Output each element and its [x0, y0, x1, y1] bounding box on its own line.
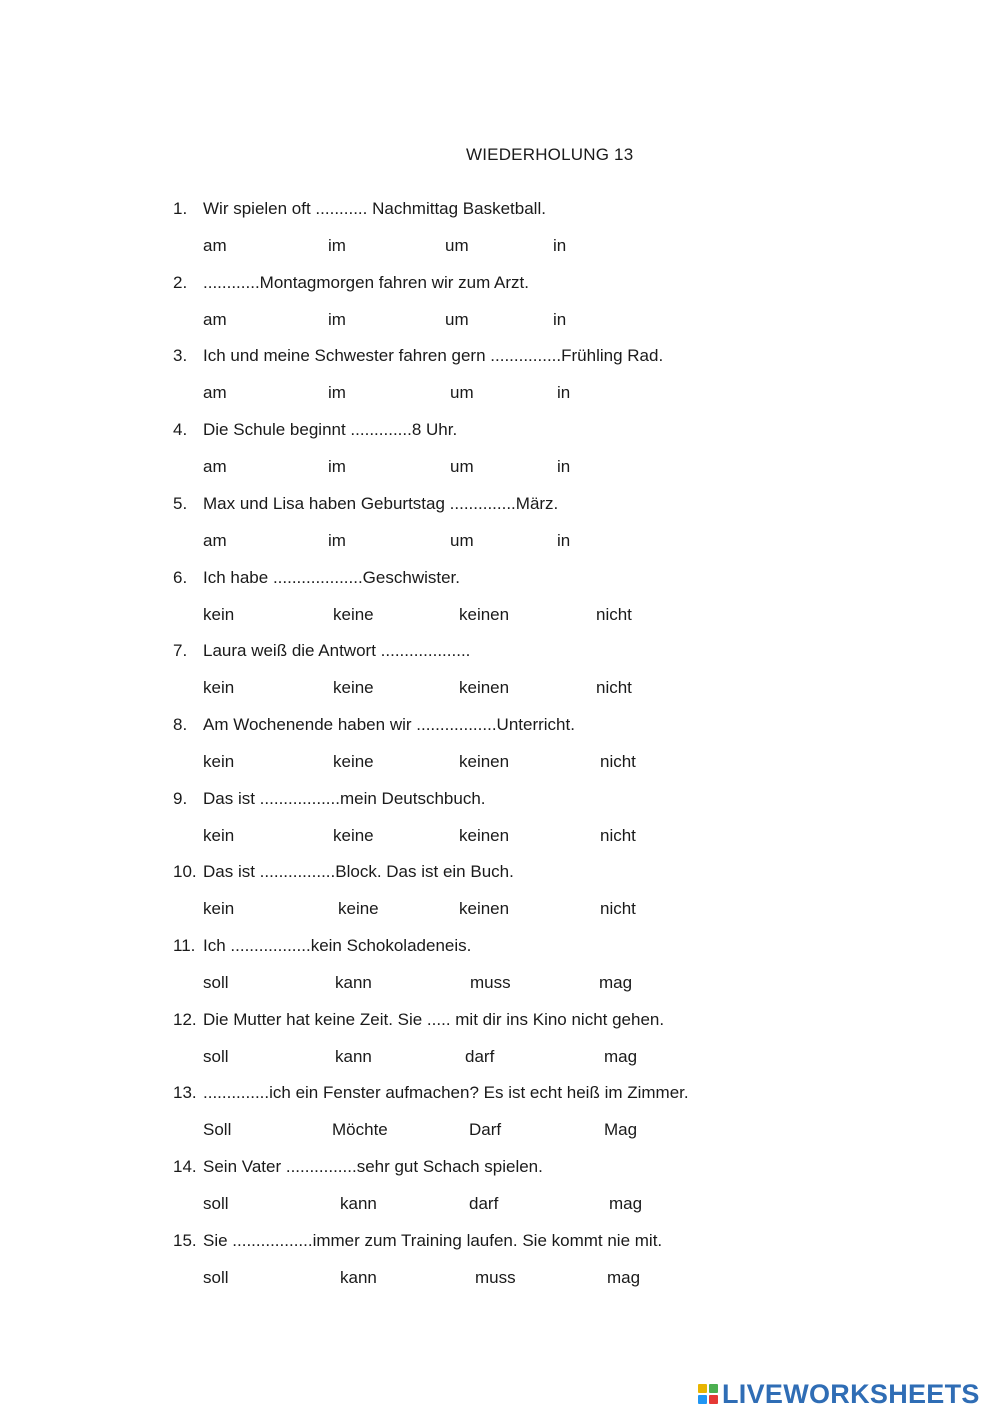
- answer-option[interactable]: Soll: [203, 1120, 232, 1140]
- page-title: WIEDERHOLUNG 13: [466, 145, 634, 164]
- answer-option[interactable]: kein: [203, 678, 235, 698]
- question-number: 4.: [173, 420, 188, 440]
- question-text: Sein Vater ...............sehr gut Schach spielen.: [203, 1157, 543, 1177]
- answer-option[interactable]: in: [557, 530, 571, 550]
- answer-option[interactable]: in: [553, 309, 567, 329]
- question-text: Ich .................kein Schokoladeneis.: [203, 936, 472, 955]
- answer-option[interactable]: soll: [203, 973, 229, 992]
- answer-option[interactable]: am: [203, 530, 227, 550]
- answer-option[interactable]: in: [557, 383, 571, 403]
- answer-option[interactable]: Darf: [469, 1120, 502, 1140]
- question-item: [0, 346, 1000, 420]
- answer-option[interactable]: muss: [470, 973, 511, 992]
- answer-option[interactable]: um: [445, 236, 469, 255]
- question-text: Sie .................immer zum Training laufen. Sie kommt nie mit.: [203, 1230, 663, 1250]
- answer-option[interactable]: keinen: [459, 604, 510, 624]
- answer-option[interactable]: keinen: [459, 899, 510, 919]
- answer-option[interactable]: mag: [599, 973, 633, 992]
- question-text: Laura weiß die Antwort ...................: [203, 641, 471, 661]
- question-number: 9.: [173, 788, 188, 808]
- question-item: [0, 1083, 1000, 1157]
- answer-option[interactable]: kein: [203, 825, 235, 845]
- question-item: [0, 1231, 1000, 1305]
- question-text: Am Wochenende haben wir .................Unterricht.: [203, 714, 575, 734]
- question-text: Wir spielen oft ........... Nachmittag Basketball.: [203, 199, 546, 218]
- answer-option[interactable]: nicht: [600, 825, 636, 845]
- answer-option[interactable]: muss: [475, 1267, 516, 1287]
- question-number: 7.: [173, 641, 188, 661]
- answer-option[interactable]: kein: [203, 751, 235, 771]
- answer-option[interactable]: nicht: [596, 678, 632, 698]
- question-item: [0, 641, 1000, 715]
- answer-option[interactable]: darf: [469, 1194, 499, 1214]
- question-item: [0, 1010, 1000, 1084]
- answer-option[interactable]: soll: [203, 1046, 229, 1066]
- question-text: ............Montagmorgen fahren wir zum Arzt.: [203, 272, 529, 292]
- answer-option[interactable]: keine: [333, 604, 374, 624]
- answer-option[interactable]: keine: [333, 825, 374, 845]
- question-text: Das ist .................mein Deutschbuch.: [203, 788, 486, 808]
- question-item: [0, 862, 1000, 936]
- answer-option[interactable]: im: [328, 236, 346, 255]
- answer-option[interactable]: am: [203, 236, 227, 255]
- question-number: 5.: [173, 493, 188, 513]
- answer-option[interactable]: keine: [333, 678, 374, 698]
- answer-option[interactable]: um: [445, 309, 469, 329]
- answer-option[interactable]: im: [328, 530, 346, 550]
- question-text: Ich habe ...................Geschwister.: [203, 567, 460, 587]
- question-number: 6.: [173, 567, 188, 587]
- answer-option[interactable]: in: [553, 236, 567, 255]
- answer-option[interactable]: keine: [338, 899, 379, 919]
- answer-option[interactable]: um: [450, 457, 474, 477]
- question-item: [0, 936, 1000, 1010]
- answer-option[interactable]: in: [557, 457, 571, 477]
- question-number: 15.: [173, 1230, 197, 1250]
- question-text: Die Schule beginnt .............8 Uhr.: [203, 420, 458, 440]
- answer-option[interactable]: keinen: [459, 751, 510, 771]
- answer-option[interactable]: nicht: [600, 899, 636, 919]
- question-number: 8.: [173, 714, 188, 734]
- question-number: 2.: [173, 272, 188, 292]
- question-item: [0, 1157, 1000, 1231]
- answer-option[interactable]: darf: [465, 1046, 495, 1066]
- answer-option[interactable]: kann: [340, 1194, 377, 1214]
- answer-option[interactable]: am: [203, 383, 227, 403]
- question-number: 10.: [173, 862, 197, 882]
- question-text: Ich und meine Schwester fahren gern ...............Frühling Rad.: [203, 346, 664, 366]
- answer-option[interactable]: um: [450, 383, 474, 403]
- answer-option[interactable]: im: [328, 457, 346, 477]
- question-number: 1.: [173, 199, 188, 218]
- question-number: 3.: [173, 346, 188, 366]
- liveworksheets-logo: [698, 1378, 980, 1410]
- logo-mark-icon: [698, 1384, 718, 1404]
- answer-option[interactable]: mag: [609, 1194, 643, 1214]
- question-item: [0, 789, 1000, 863]
- question-item: [0, 420, 1000, 494]
- question-text: Max und Lisa haben Geburtstag ..............März.: [203, 493, 559, 513]
- answer-option[interactable]: soll: [203, 1267, 229, 1287]
- answer-option[interactable]: im: [328, 309, 346, 329]
- question-text: Das ist ................Block. Das ist ein Buch.: [203, 862, 514, 882]
- answer-option[interactable]: kein: [203, 604, 235, 624]
- answer-option[interactable]: am: [203, 457, 227, 477]
- question-item: [0, 273, 1000, 347]
- answer-option[interactable]: keinen: [459, 678, 510, 698]
- answer-option[interactable]: Mag: [604, 1120, 638, 1140]
- answer-option[interactable]: soll: [203, 1194, 229, 1214]
- answer-option[interactable]: Möchte: [332, 1120, 388, 1140]
- question-text: ..............ich ein Fenster aufmachen? Es ist echt heiß im Zimmer.: [203, 1083, 689, 1103]
- answer-option[interactable]: kein: [203, 899, 235, 919]
- answer-option[interactable]: mag: [607, 1267, 641, 1287]
- answer-option[interactable]: keine: [333, 751, 374, 771]
- question-number: 12.: [173, 1009, 197, 1029]
- question-item: [0, 494, 1000, 568]
- answer-option[interactable]: kann: [340, 1267, 377, 1287]
- question-number: 11.: [173, 936, 196, 955]
- question-item: [0, 568, 1000, 642]
- answer-option[interactable]: um: [450, 530, 474, 550]
- logo-text: LIVEWORKSHEETS: [722, 1378, 980, 1409]
- answer-option[interactable]: im: [328, 383, 346, 403]
- answer-option[interactable]: am: [203, 309, 227, 329]
- question-item: [0, 715, 1000, 789]
- answer-option[interactable]: nicht: [596, 604, 632, 624]
- question-item: [0, 199, 1000, 273]
- answer-option[interactable]: mag: [604, 1046, 638, 1066]
- question-number: 13.: [173, 1083, 197, 1103]
- answer-option[interactable]: keinen: [459, 825, 510, 845]
- question-number: 14.: [173, 1157, 197, 1177]
- question-text: Die Mutter hat keine Zeit. Sie ..... mit dir ins Kino nicht gehen.: [203, 1009, 665, 1029]
- answer-option[interactable]: kann: [335, 1046, 372, 1066]
- answer-option[interactable]: kann: [335, 973, 372, 992]
- answer-option[interactable]: nicht: [600, 751, 636, 771]
